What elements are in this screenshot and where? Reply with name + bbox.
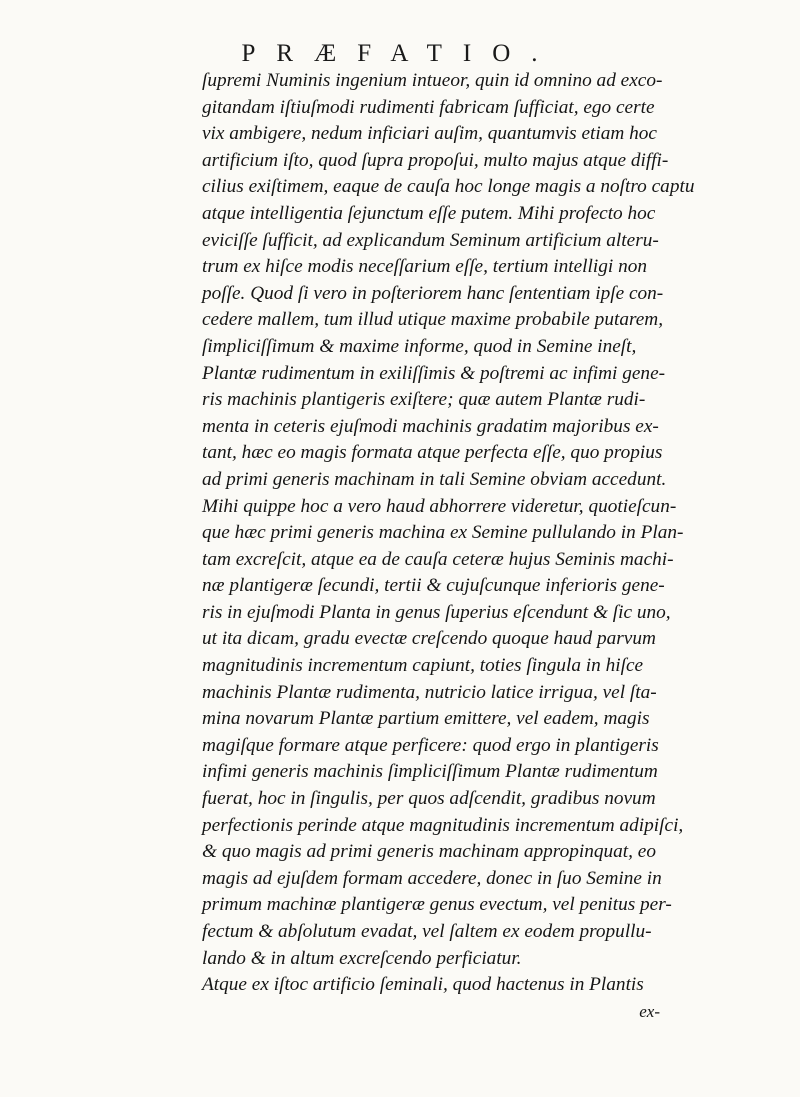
text-line: fuerat, hoc in ſingulis, per quos adſcendit, gradibus novum: [202, 788, 656, 810]
text-line: eviciſſe ſufficit, ad explicandum Seminum artificium alteru-: [202, 229, 659, 251]
text-line: magnitudinis incrementum capiunt, toties ſingula in hiſce: [202, 655, 644, 677]
text-line: næ plantigeræ ſecundi, tertii & cujuſcunque inferioris gene-: [202, 575, 665, 597]
text-line: Atque ex iſtoc artificio ſeminali, quod hactenus in Plantis: [202, 974, 644, 996]
text-line: magiſque formare atque perficere: quod ergo in plantigeris: [202, 734, 659, 756]
text-line: machinis Plantæ rudimenta, nutricio latice irrigua, vel ſta-: [202, 681, 657, 703]
text-line: trum ex hiſce modis neceſſarium eſſe, tertium intelligi non: [202, 256, 647, 278]
text-line: Plantæ rudimentum in exiliſſimis & poſtremi ac infimi gene-: [202, 362, 666, 384]
page-header: PRÆFATIO.: [241, 40, 559, 67]
text-line: tant, hæc eo magis formata atque perfecta eſſe, quo propius: [202, 442, 663, 464]
text-line: ad primi generis machinam in tali Semine obviam accedunt.: [202, 468, 667, 490]
text-line: primum machinæ plantigeræ genus evectum, vel penitus per-: [202, 894, 672, 916]
body-text: [202, 68, 702, 1025]
text-line: artificium iſto, quod ſupra propoſui, multo majus atque diffi-: [202, 149, 669, 171]
text-line: poſſe. Quod ſi vero in poſteriorem hanc ſententiam ipſe con-: [202, 282, 664, 304]
text-line: cedere mallem, tum illud utique maxime probabile putarem,: [202, 309, 664, 331]
text-line: gitandam iſtiuſmodi rudimenti fabricam ſufficiat, ego certe: [202, 96, 655, 118]
text-line: magis ad ejuſdem formam accedere, donec in ſuo Semine in: [202, 867, 662, 889]
text-line: mina novarum Plantæ partium emittere, vel eadem, magis: [202, 708, 650, 730]
text-line: ſupremi Numinis ingenium intueor, quin id omnino ad exco-: [202, 70, 663, 91]
text-line: ris machinis plantigeris exiſtere; quæ autem Plantæ rudi-: [202, 389, 646, 411]
text-line: tam excreſcit, atque ea de cauſa ceteræ hujus Seminis machi-: [202, 548, 674, 570]
text-line: cilius exiſtimem, eaque de cauſa hoc longe magis a noſtro captu: [202, 176, 695, 198]
text-line: & quo magis ad primi generis machinam appropinquat, eo: [202, 841, 656, 863]
text-line: que hæc primi generis machina ex Semine pullulando in Plan-: [202, 522, 684, 544]
text-line: Mihi quippe hoc a vero haud abhorrere videretur, quotieſcun-: [202, 495, 677, 517]
text-line: ſimpliciſſimum & maxime informe, quod in Semine ineſt,: [202, 335, 637, 357]
text-line: atque intelligentia ſejunctum eſſe putem. Mihi profecto hoc: [202, 202, 656, 224]
text-line: infimi generis machinis ſimpliciſſimum Plantæ rudimentum: [202, 761, 658, 783]
text-line: vix ambigere, nedum inficiari auſim, quantumvis etiam hoc: [202, 123, 657, 145]
text-line: fectum & abſolutum evadat, vel ſaltem ex eodem propullu-: [202, 921, 652, 942]
text-line: ris in ejuſmodi Planta in genus ſuperius eſcendunt & ſic uno,: [202, 601, 671, 623]
text-line: lando & in altum excreſcendo perficiatur.: [202, 947, 522, 969]
text-line: ut ita dicam, gradu evectæ creſcendo quoque haud parvum: [202, 628, 656, 650]
text-line: perfectionis perinde atque magnitudinis incrementum adipiſci,: [202, 814, 684, 836]
text-line: menta in ceteris ejuſmodi machinis gradatim majoribus ex-: [202, 415, 659, 437]
catchword: ex-: [639, 1001, 660, 1021]
